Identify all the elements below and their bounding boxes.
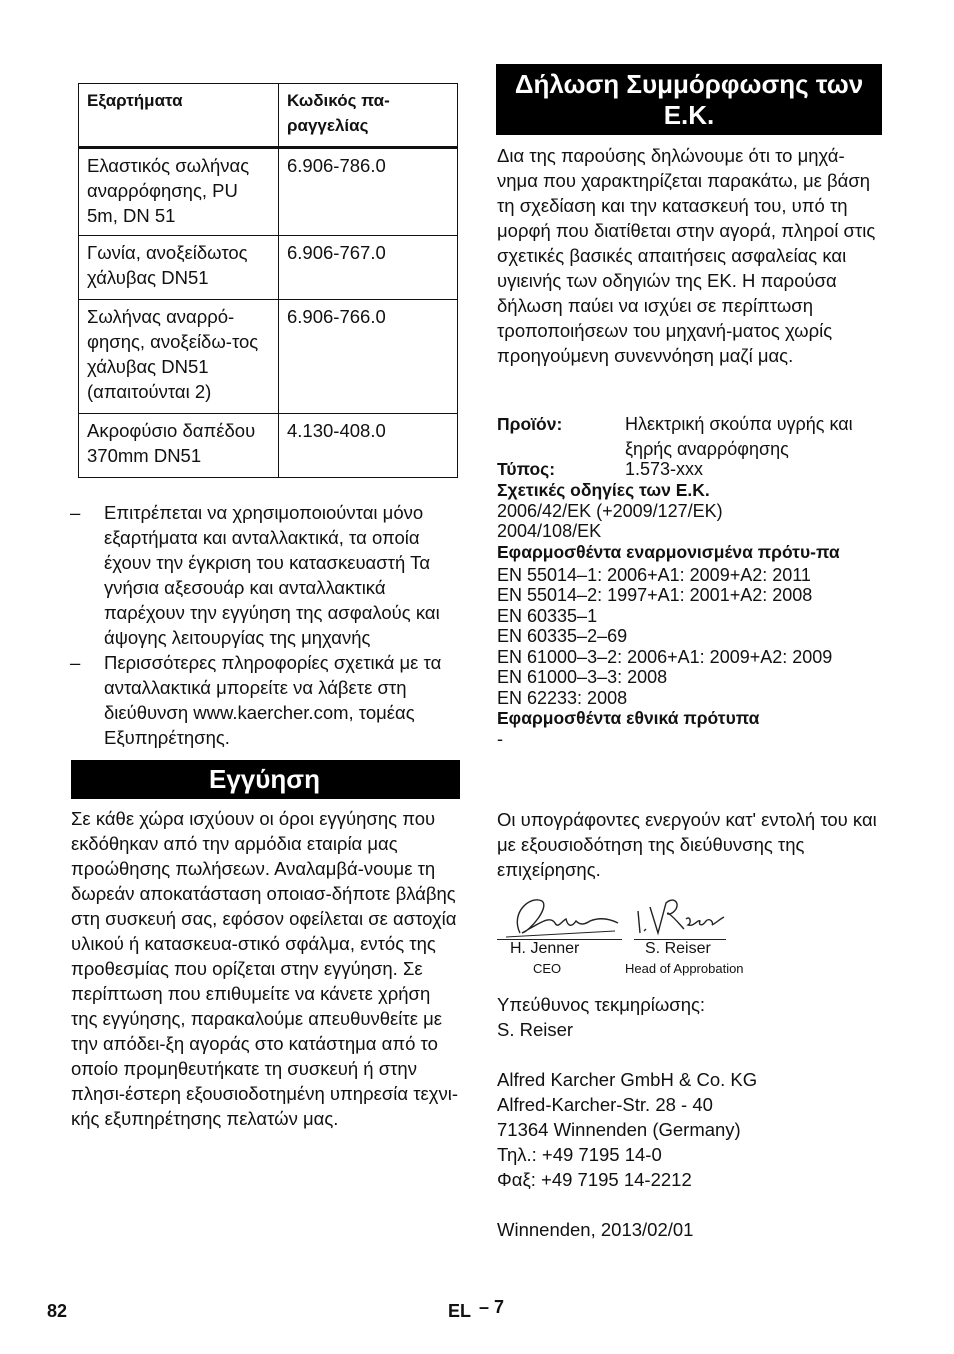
- accessory-name: Ελαστικός σωλήνας αναρρόφησης, PU 5m, DN 51: [79, 148, 279, 236]
- doc-responsible-label: Υπεύθυνος τεκμηρίωσης:: [497, 994, 706, 1015]
- section-page: – 7: [479, 1297, 505, 1317]
- accessories-table: [78, 83, 458, 478]
- standard-item: EN 55014–2: 1997+A1: 2001+A2: 2008: [497, 585, 813, 605]
- place-date: Winnenden, 2013/02/01: [497, 1219, 694, 1240]
- type-value: 1.573-xxx: [625, 459, 704, 479]
- type-label: Τύπος:: [497, 459, 556, 479]
- accessory-name: Γωνία, ανοξείδωτος χάλυβας DN51: [79, 236, 279, 300]
- company-address: [497, 1067, 887, 1192]
- signature-role: CEO: [533, 961, 562, 976]
- directives-label: Σχετικές οδηγίες των Ε.Κ.: [497, 480, 710, 500]
- signature-reiser: [632, 893, 732, 943]
- harmonised-label: Εφαρμοσθέντα εναρμονισμένα πρότυ-πα: [497, 541, 840, 562]
- warranty-title: Εγγύηση: [209, 764, 320, 794]
- page-number: 82: [47, 1301, 68, 1321]
- dash-marker: –: [70, 502, 81, 523]
- national-value: -: [497, 728, 503, 749]
- declaration-intro: Δια της παρούσης δηλώνουμε ότι το μηχά-νημα που χαρακτηρίζεται παρακάτω, με βάση τη σχεδίαση και την κατασκευή του, υπό τη μορφή που διατίθεται στην αγορά, πληροί στις σχετικές βασικές απαιτήσεις ασφαλείας και υγιεινής των οδηγιών της ΕΚ. Η παρούσα δήλωση παύει να ισχύει σε περίπτωση τροποποιήσεων του μηχανή-ματος χωρίς προηγούμενη συνεννόηση μαζί μας.: [497, 145, 876, 366]
- table-header-row: [79, 84, 458, 148]
- signatories-note: Οι υπογράφοντες ενεργούν κατ' εντολή του και με εξουσιοδότηση της διεύθυνσης της επιχείρησης.: [497, 809, 877, 880]
- dash-marker: –: [70, 652, 81, 673]
- note-text: Επιτρέπεται να χρησιμοποιούνται μόνο εξαρτήματα και ανταλλακτικά, τα οποία έχουν την έγκριση του κατασκευαστή Τα γνήσια αξεσουάρ και ανταλλακτικά παρέχουν την εγγύηση της ασφαλούς και άψογης λειτουργίας της μηχανής: [104, 502, 440, 648]
- column-header-order-code: Κωδικός πα- ραγγελίας: [279, 84, 458, 148]
- address-line: Τηλ.: +49 7195 14-0: [497, 1144, 662, 1165]
- warranty-text: Σε κάθε χώρα ισχύουν οι όροι εγγύησης που εκδόθηκαν από την αρμόδια εταιρία μας προώθησης πωλήσεων. Αναλαμβά-νουμε τη δωρεάν αποκατάσταση οποιασ-δήποτε βλάβης στη συσκευή σας, εφόσον οφείλεται σε αστοχία υλικού ή κατασκευα-στικό σφάλμα, εντός της προθεσμίας που ορίζεται στην εγγύηση. Σε περίπτωση που επιθυμείτε να κάνετε χρήση της εγγύησης, παρακαλούμε απευθυνθείτε με την απόδει-ξη αγοράς στο κατάστημα από το οποίο προμηθευτήκατε τη συσκευή ή στην πλησι-έστερη εξουσιοδοτημένη υπηρεσία τεχνι-κής εξυπηρέτησης πελατών μας.: [71, 808, 459, 1129]
- signature-role: Head of Approbation: [625, 961, 744, 976]
- list-item: [70, 500, 460, 650]
- standard-item: EN 60335–1: [497, 605, 598, 626]
- standard-item: EN 61000–3–3: 2008: [497, 667, 668, 687]
- doc-responsible-name: S. Reiser: [497, 1019, 574, 1040]
- directive-item: 2004/108/ΕΚ: [497, 521, 602, 541]
- standard-item: EN 62233: 2008: [497, 687, 628, 708]
- address-line: Alfred-Karcher-Str. 28 - 40: [497, 1094, 713, 1115]
- product-value: Ηλεκτρική σκούπα υγρής και ξηρής αναρρόφησης: [625, 414, 853, 459]
- standard-item: EN 61000–3–2: 2006+A1: 2009+A2: 2009: [497, 646, 833, 667]
- table-row: [79, 236, 458, 300]
- note-text: Περισσότερες πληροφορίες σχετικά με τα ανταλλακτικά μπορείτε να λάβετε στη διεύθυνση www.kaercher.com, τομέας Εξυπηρέτησης.: [104, 652, 442, 748]
- address-line: Φαξ: +49 7195 14-2212: [497, 1169, 692, 1190]
- declaration-title: Δήλωση Συμμόρφωσης των Ε.Κ.: [514, 69, 864, 130]
- list-item: [70, 650, 460, 750]
- product-label: Προϊόν:: [497, 414, 563, 434]
- table-row: [79, 300, 458, 414]
- warranty-heading: [71, 760, 460, 799]
- language-code: EL: [448, 1301, 472, 1321]
- signature-jenner: [500, 893, 625, 943]
- accessory-code: 6.906-786.0: [279, 148, 458, 236]
- accessory-name: Σωλήνας αναρρό-φησης, ανοξείδω-τος χάλυβας DN51 (απαιτούνται 2): [79, 300, 279, 414]
- accessory-code: 6.906-766.0: [279, 300, 458, 414]
- notes-list: [70, 500, 460, 750]
- address-line: 71364 Winnenden (Germany): [497, 1119, 741, 1140]
- declaration-heading: [496, 64, 882, 135]
- declaration-details: [497, 480, 887, 749]
- column-header-accessories: Εξαρτήματα: [79, 84, 279, 148]
- address-line: Alfred Karcher GmbH & Co. KG: [497, 1069, 758, 1090]
- standard-item: EN 60335–2–69: [497, 626, 628, 646]
- table-row: [79, 414, 458, 478]
- signature-name: H. Jenner: [510, 940, 580, 957]
- accessory-code: 6.906-767.0: [279, 236, 458, 300]
- accessory-code: 4.130-408.0: [279, 414, 458, 478]
- directive-item: 2006/42/ΕΚ (+2009/127/ΕΚ): [497, 500, 723, 521]
- accessory-name: Ακροφύσιο δαπέδου 370mm DN51: [79, 414, 279, 478]
- signature-name: S. Reiser: [645, 940, 711, 957]
- national-label: Εφαρμοσθέντα εθνικά πρότυπα: [497, 708, 760, 728]
- standard-item: EN 55014–1: 2006+A1: 2009+A2: 2011: [497, 564, 811, 585]
- table-row: [79, 148, 458, 236]
